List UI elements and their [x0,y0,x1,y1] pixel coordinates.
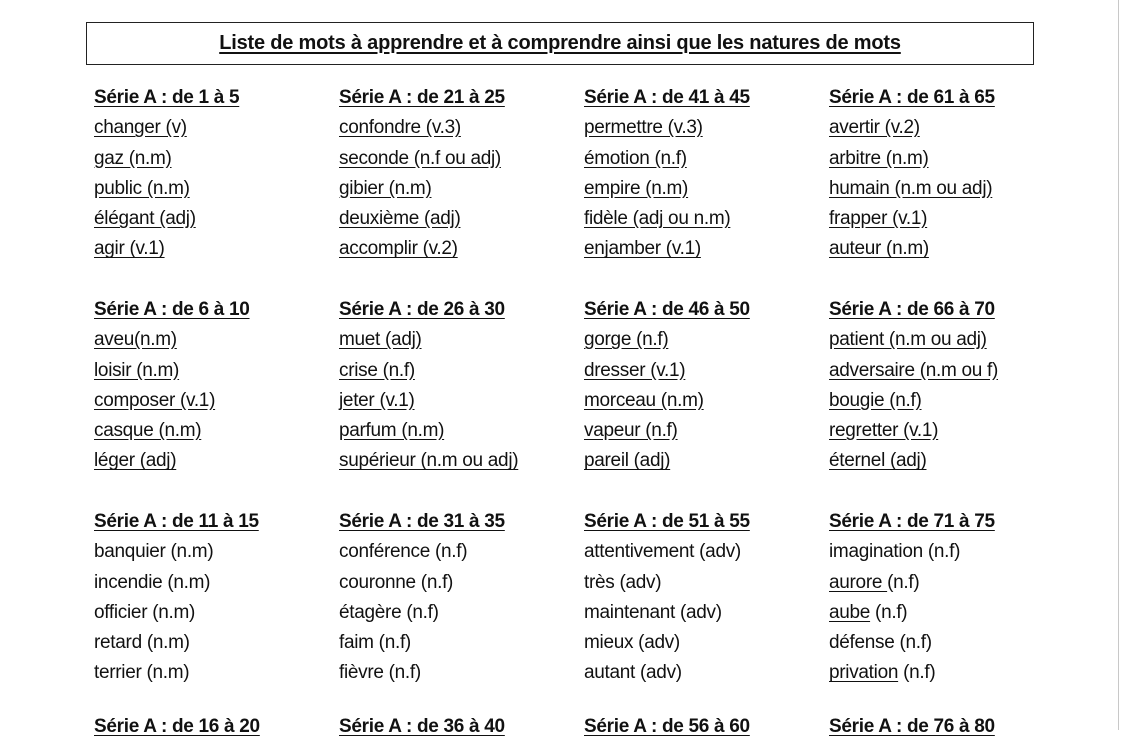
series-36-40 [339,712,574,742]
word-item: empire (n.m) [584,177,689,199]
word-item: pareil (adj) [584,450,671,472]
word-item: frapper (v.1) [829,208,928,230]
word-nature: (n.f) [898,662,936,684]
word-item: avertir (v.2) [829,117,920,139]
word-item: crise (n.f) [339,359,415,381]
word-item: fidèle (adj ou n.m) [584,208,731,230]
word-item: permettre (v.3) [584,117,703,139]
series-61-65 [829,83,1064,265]
word-item: seconde (n.f ou adj) [339,147,501,169]
word-item: deuxième (adj) [339,208,461,230]
word-item: jeter (v.1) [339,389,415,411]
word-item: banquier (n.m) [94,541,214,563]
title-box [86,22,1034,65]
series-26-30 [339,295,574,477]
series-1-5 [94,83,329,265]
word-item: humain (n.m ou adj) [829,177,993,199]
series-heading: Série A : de 41 à 45 [584,87,750,108]
word-item: maintenant (adv) [584,601,722,623]
word-item: auteur (n.m) [829,238,929,260]
series-heading: Série A : de 56 à 60 [584,716,750,737]
series-heading: Série A : de 21 à 25 [339,87,505,108]
underlined-word: aube [829,601,871,623]
series-heading: Série A : de 6 à 10 [94,299,250,320]
series-heading: Série A : de 51 à 55 [584,511,750,532]
series-66-70 [829,295,1064,477]
word-item: patient (n.m ou adj) [829,329,987,351]
series-51-55 [584,507,819,689]
series-76-80 [829,712,1064,742]
word-item [829,658,1064,688]
word-item: éternel (adj) [829,450,927,472]
word-item: arbitre (n.m) [829,147,929,169]
word-item: conférence (n.f) [339,541,468,563]
word-item: parfum (n.m) [339,420,445,442]
word-item: retard (n.m) [94,632,190,654]
series-21-25 [339,83,574,265]
word-item: accomplir (v.2) [339,238,458,260]
word-item: adversaire (n.m ou f) [829,359,998,381]
word-nature: (n.f) [870,601,908,623]
word-item: élégant (adj) [94,208,196,230]
series-11-15 [94,507,329,689]
page-title: Liste de mots à apprendre et à comprendre ainsi que les natures de mots [219,32,901,54]
series-heading: Série A : de 36 à 40 [339,716,505,737]
word-item: très (adv) [584,571,662,593]
word-item: casque (n.m) [94,420,202,442]
series-71-75 [829,507,1064,689]
word-item: gaz (n.m) [94,147,172,169]
series-16-20 [94,712,329,742]
word-item: loisir (n.m) [94,359,180,381]
series-6-10 [94,295,329,477]
word-item: muet (adj) [339,329,422,351]
series-heading: Série A : de 76 à 80 [829,716,995,737]
series-heading: Série A : de 11 à 15 [94,511,259,532]
word-item: gorge (n.f) [584,329,669,351]
word-item: attentivement (adv) [584,541,741,563]
word-nature: (n.f) [887,571,920,593]
word-item: faim (n.f) [339,632,411,654]
word-item: composer (v.1) [94,389,216,411]
series-41-45 [584,83,819,265]
word-item: confondre (v.3) [339,117,461,139]
series-heading: Série A : de 1 à 5 [94,87,240,108]
word-item: autant (adv) [584,662,682,684]
word-item: dresser (v.1) [584,359,686,381]
series-31-35 [339,507,574,689]
underlined-word: aurore [829,571,888,593]
series-heading: Série A : de 31 à 35 [339,511,505,532]
word-item: morceau (n.m) [584,389,704,411]
series-heading: Série A : de 16 à 20 [94,716,260,737]
series-56-60 [584,712,819,742]
word-item: enjamber (v.1) [584,238,701,260]
word-item: imagination (n.f) [829,541,961,563]
word-item: public (n.m) [94,177,190,199]
series-heading: Série A : de 26 à 30 [339,299,505,320]
word-item: supérieur (n.m ou adj) [339,450,519,472]
word-item: étagère (n.f) [339,601,439,623]
word-item [829,598,1064,628]
word-item: aveu(n.m) [94,329,177,351]
word-item: fièvre (n.f) [339,662,421,684]
word-item: gibier (n.m) [339,177,432,199]
word-item: léger (adj) [94,450,177,472]
word-item: mieux (adv) [584,632,680,654]
word-item: défense (n.f) [829,632,932,654]
word-item: officier (n.m) [94,601,196,623]
underlined-word: privation [829,662,899,684]
word-item [829,568,1064,598]
word-item: vapeur (n.f) [584,420,678,442]
page-edge [1118,0,1119,730]
word-item: terrier (n.m) [94,662,190,684]
word-item: agir (v.1) [94,238,165,260]
series-heading: Série A : de 61 à 65 [829,87,995,108]
word-item: bougie (n.f) [829,389,922,411]
word-item: regretter (v.1) [829,420,939,442]
word-item: incendie (n.m) [94,571,211,593]
word-item: changer (v) [94,117,187,139]
word-item: couronne (n.f) [339,571,454,593]
series-heading: Série A : de 46 à 50 [584,299,750,320]
word-item: émotion (n.f) [584,147,687,169]
series-heading: Série A : de 71 à 75 [829,511,995,532]
series-heading: Série A : de 66 à 70 [829,299,995,320]
series-46-50 [584,295,819,477]
